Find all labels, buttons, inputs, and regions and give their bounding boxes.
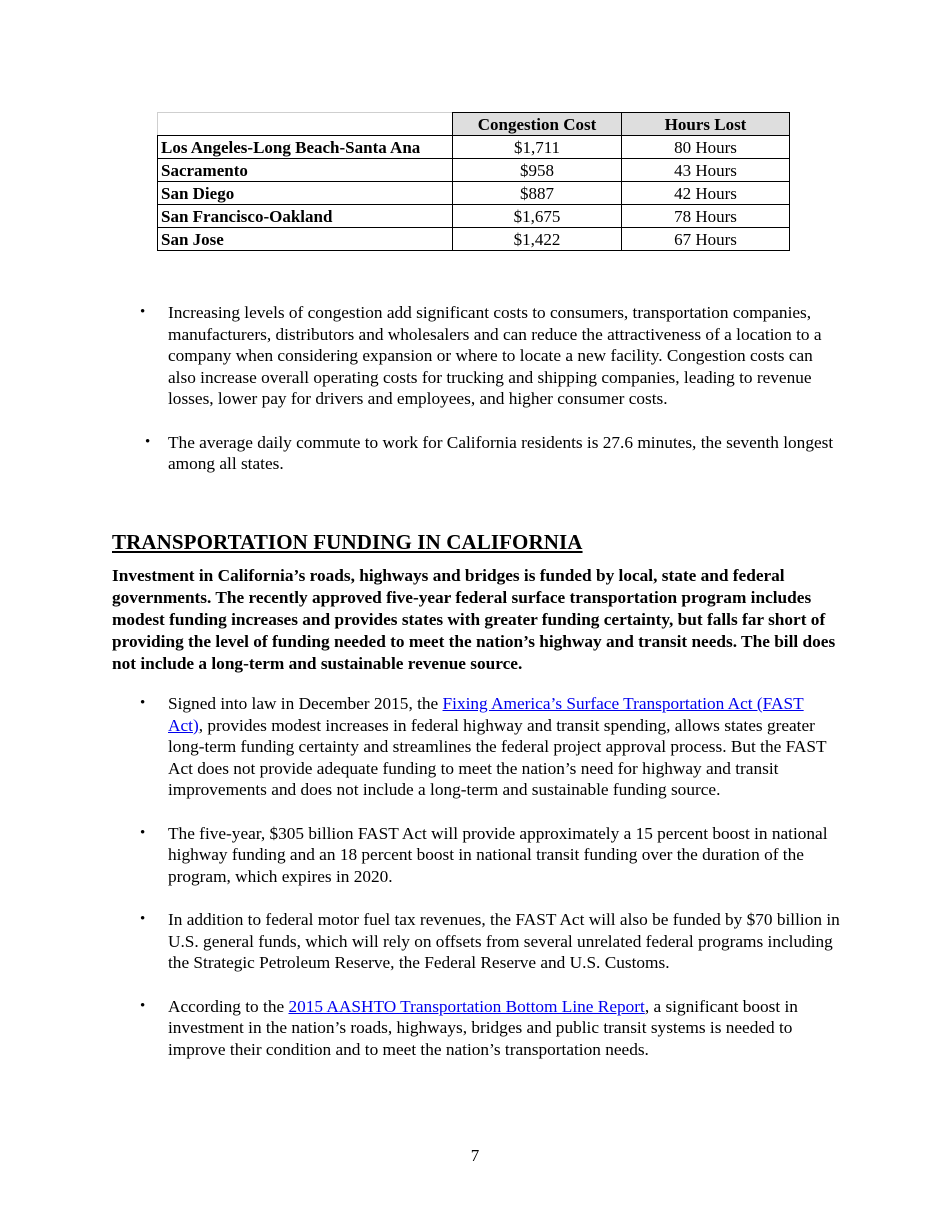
section-intro: Investment in California’s roads, highways and bridges is funded by local, state and federal governments. The recently approved five-year federal surface transportation program includes modest funding increases and provides states with greater funding certainty, but falls far short of providing the level of funding needed to meet the nation’s highway and transit needs. The bill does not include a long-term and sustainable revenue source.: [112, 566, 836, 673]
bullet-text: The five-year, $305 billion FAST Act will provide approximately a 15 percent boost in national highway funding and an 18 percent boost in national transit funding over the duration of the program, which expires in 2020.: [168, 823, 828, 886]
table-cell-hours: 80 Hours: [622, 136, 790, 159]
bullet-text: The average daily commute to work for California residents is 27.6 minutes, the seventh longest among all states.: [168, 432, 834, 473]
bullet-icon: •: [140, 997, 146, 1014]
bullet-text-after: , provides modest increases in federal highway and transit spending, allows states greater long-term funding certainty and streamlines the federal project approval process. But the FAST Act does not provide adequate funding to meet the nation’s need for highway and transit improvements and does not include a long-term and sustainable funding source.: [168, 715, 827, 799]
table-cell-hours: 42 Hours: [622, 182, 790, 205]
funding-bullet-list: [0, 693, 950, 1060]
fast-act-link[interactable]: Fixing America’s Surface Transportation Act (FAST Act): [168, 694, 804, 735]
table-cell-city: San Jose: [158, 228, 453, 251]
table-cell-city: San Francisco-Oakland: [158, 205, 453, 228]
table-row: [158, 228, 790, 251]
list-item: [0, 823, 950, 888]
bullet-text-before: According to the: [168, 996, 289, 1016]
bullet-text-after: , a significant boost in investment in the nation’s roads, highways, bridges and public transit systems is needed to improve their condition and to meet the nation’s transportation needs.: [168, 996, 798, 1059]
section-heading: TRANSPORTATION FUNDING IN CALIFORNIA: [112, 530, 583, 554]
bullet-text: In addition to federal motor fuel tax revenues, the FAST Act will also be funded by $70 billion in U.S. general funds, which will rely on offsets from several unrelated federal programs including the Strategic Petroleum Reserve, the Federal Reserve and U.S. Customs.: [168, 910, 840, 972]
congestion-cost-table: [157, 112, 790, 251]
table-cell-hours: 43 Hours: [622, 159, 790, 182]
table-cell-cost: $1,675: [453, 205, 622, 228]
bullet-icon: •: [145, 433, 151, 450]
table-cell-hours: 67 Hours: [622, 228, 790, 251]
page-number: 7: [470, 1146, 480, 1165]
bullet-icon: •: [140, 911, 146, 927]
table-cell-cost: $1,711: [453, 136, 622, 159]
table-row: [158, 136, 790, 159]
bullet-icon: •: [140, 695, 146, 711]
list-item: [0, 693, 950, 801]
table-cell-cost: $887: [453, 182, 622, 205]
list-item: [0, 909, 950, 974]
aashto-report-link[interactable]: 2015 AASHTO Transportation Bottom Line Report: [288, 996, 645, 1016]
table-row: [158, 182, 790, 205]
table-cell-city: Sacramento: [158, 159, 453, 182]
table-header-congestion-cost: Congestion Cost: [453, 113, 622, 136]
table-header-hours-lost: Hours Lost: [622, 113, 790, 136]
table-cell-cost: $958: [453, 159, 622, 182]
bullet-icon: •: [140, 824, 146, 841]
bullet-icon: •: [140, 304, 146, 320]
table-cell-city: Los Angeles-Long Beach-Santa Ana: [158, 136, 453, 159]
table-header-blank: [158, 113, 453, 136]
table-cell-cost: $1,422: [453, 228, 622, 251]
table-header-row: [158, 113, 790, 136]
bullet-text-before: Signed into law in December 2015, the: [168, 694, 443, 713]
table-cell-hours: 78 Hours: [622, 205, 790, 228]
table-row: [158, 205, 790, 228]
list-item: [0, 432, 950, 475]
table-row: [158, 159, 790, 182]
list-item: [0, 996, 950, 1061]
table-cell-city: San Diego: [158, 182, 453, 205]
bullet-text: Increasing levels of congestion add significant costs to consumers, transportation companies, manufacturers, distributors and wholesalers and can reduce the attractiveness of a location to a company when considering expansion or where to locate a new facility. Congestion costs can also increase overall operating costs for trucking and shipping companies, leading to revenue losses, lower pay for drivers and employees, and higher consumer costs.: [168, 303, 822, 408]
list-item: [0, 302, 950, 410]
congestion-bullet-list: [0, 302, 950, 475]
